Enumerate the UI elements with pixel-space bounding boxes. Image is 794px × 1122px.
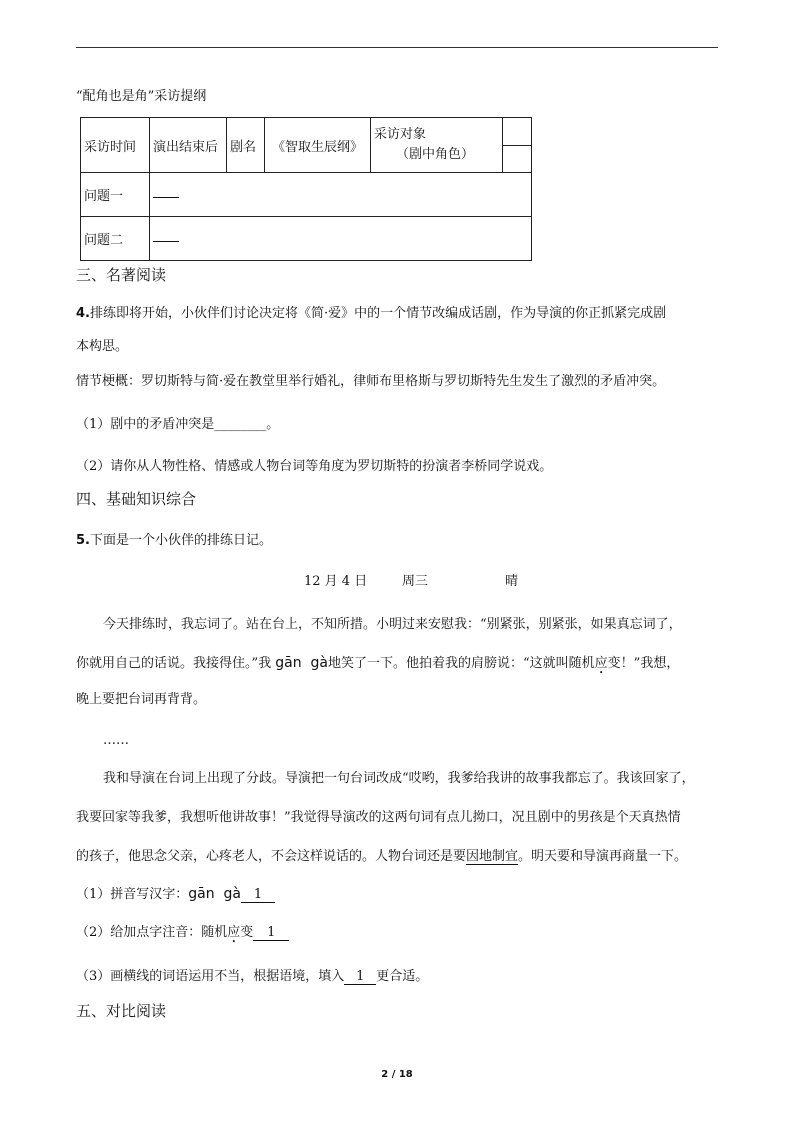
plot-summary: 情节梗概：罗切斯特与简·爱在教堂里举行婚礼，律师布里格斯与罗切斯特先生发生了激烈的矛盾冲突。 — [76, 374, 666, 389]
q1-blank — [153, 187, 179, 198]
p1-line2-part-c: 变！”我想， — [607, 656, 680, 671]
q5-sub3-prefix: （3）画横线的词语运用不当，根据语境，填入 — [76, 969, 345, 984]
subject-cell — [371, 118, 503, 173]
p2-line3-part-a: 的孩子，他思念父亲，心疼老人，不会这样说话的。人物台词还是要 — [76, 849, 467, 864]
q4-sub1: （1）剧中的矛盾冲突是________。 — [76, 417, 280, 432]
q1-answer — [150, 173, 532, 217]
q5-line — [76, 533, 272, 549]
q5-number: 5. — [76, 533, 90, 548]
q5-sub2-answer: 1 — [253, 925, 289, 941]
subject-answer-cell — [503, 118, 532, 173]
diary-p1-line2 — [76, 655, 679, 672]
p2-underlined-phrase: 因地制宜 — [466, 849, 519, 864]
q4-line2: 本构思。 — [76, 339, 129, 354]
subject-label: 采访对象 — [374, 127, 427, 142]
p1-line2-part-b: 地笑了一下。他拍着我的肩膀说：“这就叫随机 — [328, 656, 595, 671]
q2-blank — [153, 231, 179, 242]
time-value: 演出结束后 — [150, 118, 227, 173]
p1-dotted-char: 应 — [594, 656, 608, 671]
time-label: 采访时间 — [81, 118, 150, 173]
subject-note: （剧中角色） — [396, 147, 475, 162]
diary-ellipsis: …… — [103, 733, 129, 748]
page-number: 2 / 18 — [381, 1069, 413, 1080]
q5-sub3 — [76, 969, 428, 985]
q5-sub2-after: 变 — [240, 925, 254, 940]
section4-heading: 四、基础知识综合 — [76, 490, 197, 508]
q4-sub2: （2）请你从人物性格、情感或人物台词等角度为罗切斯特的扮演者李桥同学说戏。 — [76, 459, 553, 474]
diary-p2-line3 — [76, 849, 687, 865]
play-value: 《智取生辰纲》 — [265, 118, 371, 173]
q4-text-1: 排练即将开始，小伙伴们讨论决定将《简·爱》中的一个情节改编成话剧，作为导演的你正抓紧完成剧 — [89, 306, 667, 321]
interview-outline-table — [80, 117, 532, 261]
q4-number: 4. — [76, 306, 90, 321]
q5-sub1-pinyin: gān gà — [188, 886, 241, 902]
diary-p2-line2: 我要回家等我爹，我想听他讲故事！”我觉得导演改的这两句词有点儿拗口，况且剧中的男孩是个天真热情 — [76, 810, 681, 825]
diary-p1-line1: 今天排练时，我忘词了。站在台上，不知所措。小明过来安慰我：“别紧张，别紧张，如果真忘词了， — [103, 617, 682, 632]
diary-weather: 晴 — [505, 574, 519, 589]
p1-pinyin: gān gà — [275, 655, 328, 671]
q5-sub3-answer: 1 — [344, 969, 376, 985]
p1-line2-part-a: 你就用自己的话说。我接得住。”我 — [76, 656, 276, 671]
q5-sub2-dotted-char: 应 — [227, 925, 241, 940]
q5-text: 下面是一个小伙伴的排练日记。 — [89, 533, 272, 548]
diary-date: 12 月 4 日 — [304, 574, 368, 589]
outline-title: “配角也是角”采访提纲 — [76, 89, 207, 104]
section5-heading: 五、对比阅读 — [76, 1002, 167, 1020]
diary-p2-line1: 我和导演在台词上出现了分歧。导演把一句台词改成“哎哟，我爹给我讲的故事我都忘了。我该回家了， — [103, 771, 695, 786]
section3-heading: 三、名著阅读 — [76, 266, 167, 284]
q5-sub1-prefix: （1）拼音写汉字： — [76, 887, 189, 902]
q5-sub2 — [76, 925, 289, 941]
header-rule — [76, 47, 718, 48]
diary-p1-line3: 晚上要把台词再背背。 — [76, 692, 207, 707]
q5-sub1-answer: 1 — [241, 887, 275, 903]
q1-label: 问题一 — [81, 173, 150, 217]
q2-answer — [150, 217, 532, 261]
q5-sub3-suffix: 更合适。 — [376, 969, 429, 984]
diary-weekday: 周三 — [402, 574, 429, 589]
q2-label: 问题二 — [81, 217, 150, 261]
q4-line1 — [76, 306, 666, 322]
q5-sub2-prefix: （2）给加点字注音：随机 — [76, 925, 228, 940]
play-label: 剧名 — [227, 118, 265, 173]
q5-sub1 — [76, 886, 275, 903]
p2-line3-part-b: 。明天要和导演再商量一下。 — [518, 849, 688, 864]
